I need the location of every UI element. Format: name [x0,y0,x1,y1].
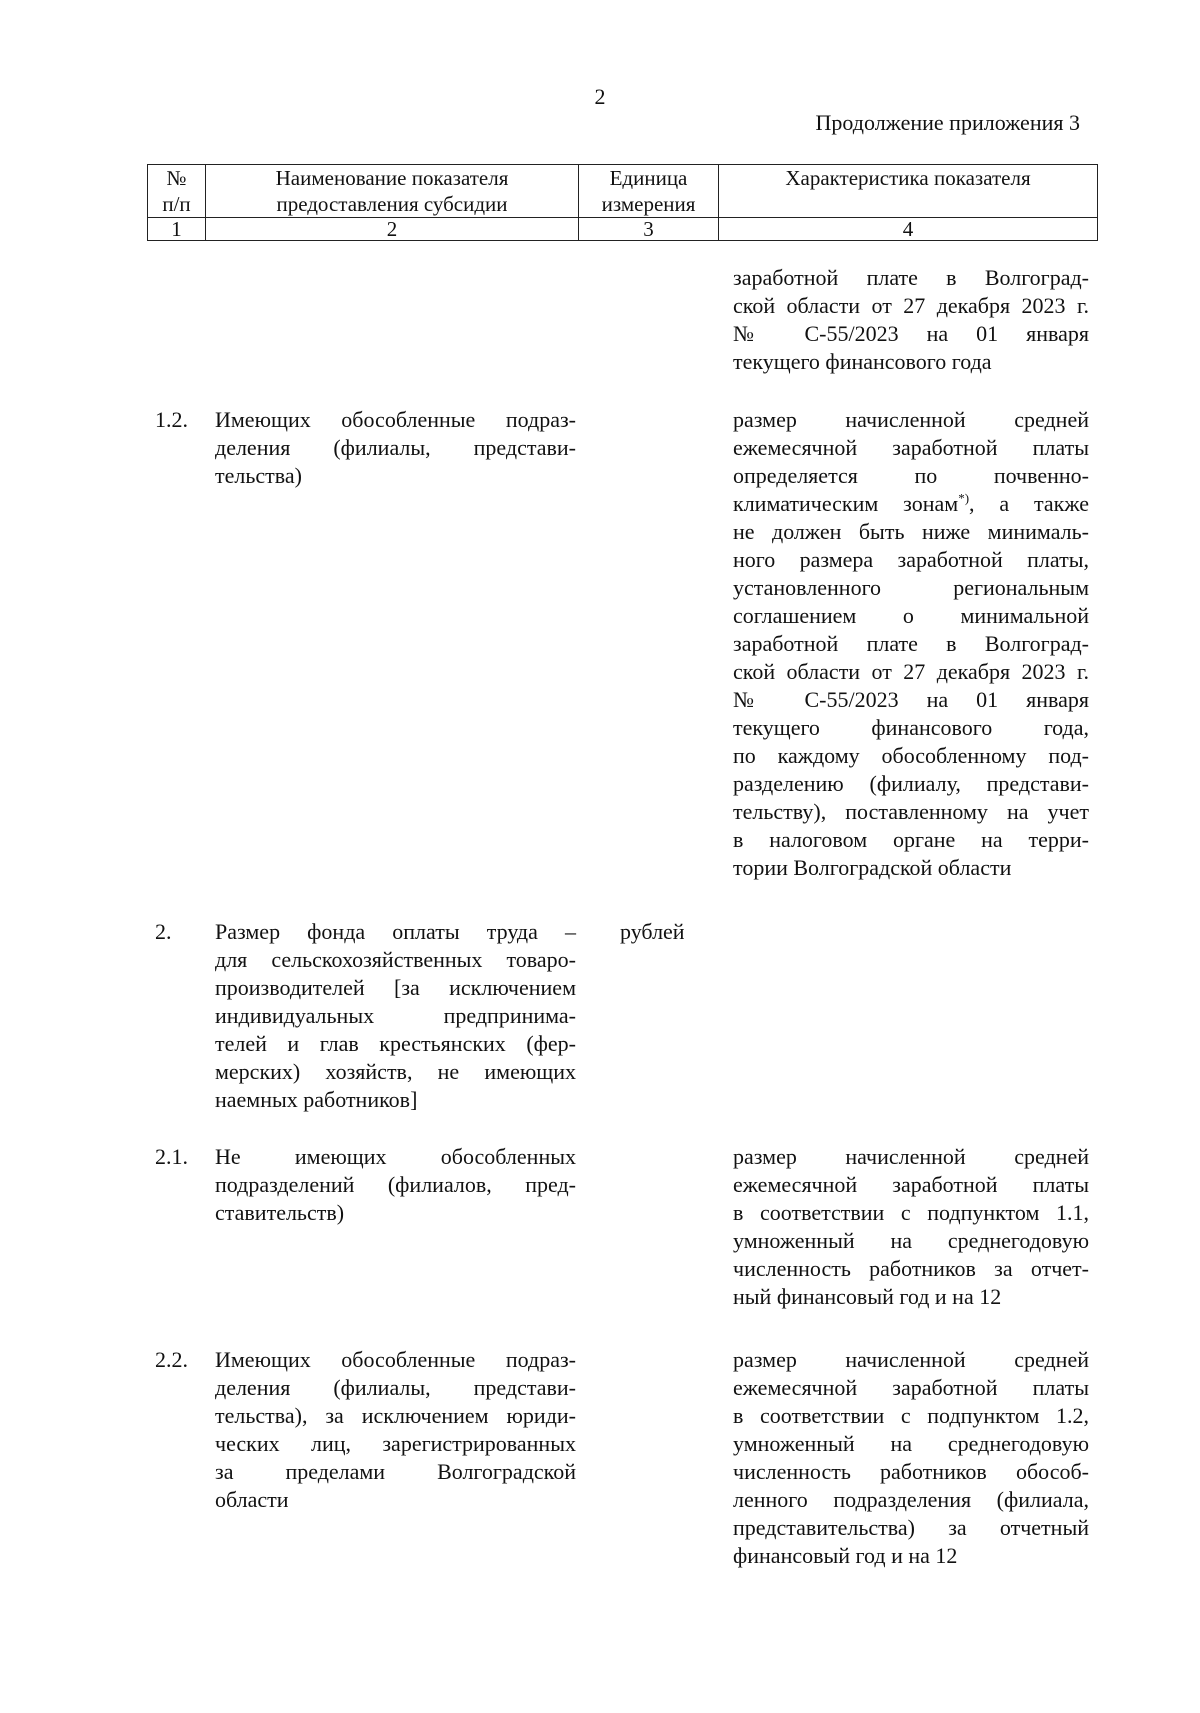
row-name: Имеющих обособленные подраз- деления (филиалы, представи- тельства), за исключением юриди- ческих лиц, зарегистрированных за пределами Волгоградской области [215,1347,576,1512]
header-indicator-name: Наименование показателя предоставления субсидии [206,165,579,218]
header-index-1: 1 [148,218,206,241]
row-unit: рублей [620,919,685,944]
footnote-mark: *) [958,490,970,506]
continuation-label: Продолжение приложения 3 [815,110,1080,135]
row-description: размер начисленной средней ежемесячной заработной платы в соответствии с подпунктом 1.2, умноженный на среднегодовую численность работников обособ- ленного подразделения (филиала, представительства) за отчетный финансовый год и на 12 [733,1347,1089,1568]
row-description: размер начисленной средней ежемесячной заработной платы определяется по почвенно- климатическим зонам*), а также не должен быть ниже минималь- ного размера заработной платы, установленного региональным соглашением о минимальной заработной плате в Волгоград- ской области от 27 декабря 2023 г. № С-55/2023 на 01 января текущего финансового года, по каждому обособленному под- разделению (филиалу, представи- тельству), поставленному на учет в налоговом органе на терри- тории Волгоградской области [733,407,1089,880]
row-description: размер начисленной средней ежемесячной заработной платы в соответствии с подпунктом 1.1, умноженный на среднегодовую численность работников за отчет- ный финансовый год и на 12 [733,1144,1089,1309]
row-name: Размер фонда оплаты труда – для сельскохозяйственных товаро- производителей [за исключением индивидуальных предпринима- телей и глав крестьянских (фер- мерских) хозяйств, не имеющих наемных работников] [215,919,576,1112]
header-characteristic: Характеристика показателя [719,165,1098,218]
header-index-2: 2 [206,218,579,241]
table-header [147,164,1098,241]
row-name: Не имеющих обособленных подразделений (филиалов, пред- ставительств) [215,1144,576,1225]
carryover-text: заработной плате в Волгоград- ской области от 27 декабря 2023 г. № С-55/2023 на 01 января текущего финансового года [733,265,1089,374]
header-unit: Единица измерения [579,165,719,218]
header-index-4: 4 [719,218,1098,241]
footnote-line: климатическим зонам*), а также [733,490,1089,516]
row-number: 2.2. [155,1347,188,1372]
header-number: № п/п [148,165,206,218]
page-number: 2 [594,84,606,109]
row-number: 2.1. [155,1144,188,1169]
row-name: Имеющих обособленные подраз- деления (филиалы, представи- тельства) [215,407,576,488]
row-number: 2. [155,919,172,944]
row-number: 1.2. [155,407,188,432]
header-index-3: 3 [579,218,719,241]
